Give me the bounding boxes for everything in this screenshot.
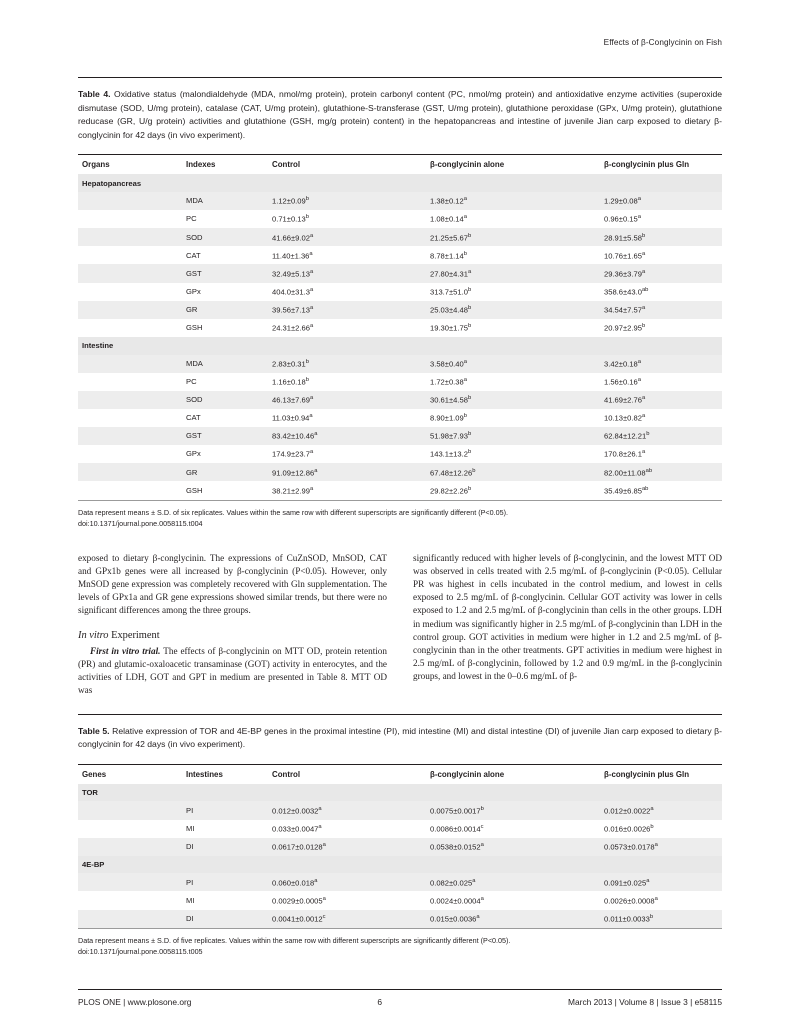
table-cell-alone: 19.30±1.75$^b$	[430, 323, 472, 333]
footer-journal: PLOS ONE | www.plosone.org	[78, 997, 192, 1007]
table-5-col-alone: β-conglycinin alone	[430, 769, 505, 779]
table-row	[78, 283, 722, 301]
table-5-caption-text: Relative expression of TOR and 4E-BP genes in the proximal intestine (PI), mid intestine (MI) and distal intestine (DI) of juvenile Jian carp exposed to dietary β-conglycinin for 42 days (in vivo experiment).	[78, 725, 722, 750]
table-row	[78, 192, 722, 210]
table-group-label: Intestine	[78, 337, 722, 355]
table-cell-spacer	[78, 246, 182, 264]
table-cell-spacer	[78, 409, 182, 427]
section-heading-rest: Experiment	[111, 629, 160, 641]
table-cell-spacer	[78, 445, 182, 463]
table-cell-alone: 1.72±0.38$^a$	[430, 376, 467, 387]
table-cell-control: 1.12±0.09$^b$	[268, 192, 426, 210]
superscript-letter: a	[314, 877, 318, 884]
superscript-letter: a	[309, 250, 313, 257]
table-5-caption	[78, 725, 722, 752]
superscript-letter: a	[637, 376, 641, 383]
table-cell-alone: 8.78±1.14$^b$	[430, 250, 467, 261]
table-cell-spacer	[78, 910, 182, 928]
superscript-letter: b	[641, 323, 646, 330]
superscript-letter: a	[309, 286, 314, 293]
table-cell-gln: 28.91±5.58$^b$	[600, 228, 722, 246]
table-cell-spacer	[78, 463, 182, 481]
table-row	[78, 891, 722, 909]
table-cell-index: GST	[182, 427, 268, 445]
table-4-caption-text: Oxidative status (malondialdehyde (MDA, nmol/mg protein), protein carbonyl content (PC, nmol/mg protein) and antioxidative enzyme activities (superoxide dismutase (SOD, U/mg protein), catalase (CAT, U/mg protein), glutathione-S-transferase (GST, U/mg protein), glutathione peroxidase (GPx, U/mg protein), glutathione reducase (GR, U/g protein) activities and glutathione (GSH, mg/g protein) content) in the hepatopancreas and intestine of juvenile Jian carp exposed to dietary β-conglycinin for 42 days (in vivo experiment).	[78, 89, 723, 140]
table-cell-control: 39.56±7.13$^a$	[268, 301, 426, 319]
table-cell-alone: 0.0538±0.0152$^a$	[426, 838, 600, 856]
superscript-letter: b	[467, 286, 472, 293]
table-cell-alone: 1.38±0.12$^a$	[426, 192, 600, 210]
superscript-letter: a	[314, 467, 318, 474]
table-cell-spacer	[78, 481, 182, 499]
table-cell-alone: 25.03±4.48$^b$	[426, 301, 600, 319]
table-row	[78, 228, 722, 246]
table-cell-gln: 41.69±2.76$^a$	[600, 391, 722, 409]
table-cell-index: MI	[186, 823, 195, 833]
superscript-letter: b	[305, 376, 309, 383]
table-cell-alone: 29.82±2.26$^b$	[430, 485, 472, 496]
table-cell-alone: 0.0086±0.0014$^c$	[430, 823, 484, 834]
table-cell-index: DI	[182, 838, 268, 856]
table-cell-control: 0.0041±0.0012$^c$	[268, 910, 426, 928]
table-row	[78, 481, 722, 499]
paragraph-left-2	[78, 645, 387, 698]
table-row	[78, 838, 722, 856]
table-4-col-gln: β-conglycinin plus Gln	[604, 160, 690, 170]
superscript-letter: a	[309, 395, 314, 402]
superscript-letter: a	[641, 395, 646, 402]
table-cell-spacer	[78, 801, 182, 819]
table-cell-alone: 3.58±0.40$^a$	[426, 355, 600, 373]
table-cell-control: 0.0617±0.0128$^a$	[268, 838, 426, 856]
superscript-letter: b	[305, 214, 309, 221]
table-row	[78, 319, 722, 337]
table-cell-index: PC	[186, 376, 197, 386]
superscript-letter: a	[637, 214, 641, 221]
table-cell-index: PI	[182, 801, 268, 819]
table-cell-gln: 358.6±43.0$^{ab}$	[604, 286, 649, 297]
table-5-col-genes: Genes	[82, 769, 107, 779]
superscript-letter: a	[463, 196, 467, 203]
superscript-letter: b	[641, 232, 646, 239]
table-cell-gln: 10.76±1.65$^a$	[604, 250, 646, 261]
table-cell-spacer	[78, 301, 182, 319]
table-cell-alone: 143.1±13.2$^b$	[430, 449, 472, 460]
superscript-letter: a	[309, 232, 314, 239]
table-cell-index: MDA	[182, 192, 268, 210]
table-cell-alone: 27.80±4.31$^a$	[426, 264, 600, 282]
footer-page-number: 6	[377, 997, 383, 1007]
table-cell-control: 46.13±7.69$^a$	[268, 391, 426, 409]
table-group-row	[78, 174, 722, 192]
table-5-block	[78, 714, 722, 958]
table-5-col-intestines: Intestines	[186, 769, 223, 779]
table-4	[78, 155, 722, 499]
table-cell-control: 2.83±0.31$^b$	[268, 355, 426, 373]
superscript-letter: b	[472, 467, 476, 474]
table-cell-index: PI	[182, 873, 268, 891]
table-cell-alone: 8.90±1.09$^b$	[430, 413, 467, 423]
superscript-letter: b	[463, 413, 467, 420]
superscript-letter: a	[309, 268, 314, 275]
table-group-label: TOR	[78, 784, 722, 802]
superscript-letter: b	[467, 323, 472, 330]
table-row	[78, 801, 722, 819]
superscript-letter: b	[467, 431, 472, 438]
table-5-note	[78, 935, 722, 958]
table-cell-spacer	[78, 391, 182, 409]
table-row	[78, 910, 722, 928]
superscript-letter: c	[322, 913, 326, 920]
table-cell-gln: 0.016±0.0026$^b$	[604, 823, 654, 834]
table-cell-spacer	[78, 820, 182, 838]
body-columns	[78, 552, 722, 698]
table-cell-alone: 51.98±7.93$^b$	[426, 427, 600, 445]
superscript-letter: a	[637, 358, 641, 365]
superscript-letter: a	[463, 376, 467, 383]
table-cell-spacer	[78, 210, 182, 228]
superscript-letter: a	[318, 823, 322, 830]
superscript-letter: b	[467, 232, 472, 239]
section-heading-in-vitro	[78, 629, 387, 642]
superscript-letter: b	[467, 305, 472, 312]
table-5-note-text: Data represent means ± S.D. of five replicates. Values within the same row with different superscripts are significantly different (P<0.05).	[78, 935, 511, 945]
table-5-head	[78, 765, 722, 784]
superscript-letter: b	[467, 395, 472, 402]
table-cell-gln: 35.49±6.85$^{ab}$	[604, 485, 649, 496]
paragraph-right-1: significantly reduced with higher levels of β-conglycinin, and the lowest MTT OD was observed in cells treated with 2.5 mg/mL of β-conglycinin (P<0.05). Cellular PR was highest in cells incubated in the control medium, and lowest in cells exposed to 2.5 mg/mL of β-conglycinin. Cellular GOT activity was lower in cells exposed to 1.2 and 2.5 mg/mL of β-conglycinin than cells in the other groups. LDH in medium was significantly higher in 2.5 mg/mL of β-conglycinin than LDH in the control group. GOT activities in medium were higher in 1.2 and 2.5 mg/mL of β-conglycinin than in the other treatments. GPT activities in medium were highest in 2.5 mg/mL of β-conglycinin, followed by 1.2 and 0.9 mg/mL in the β-conglycinin groups, and lowest in the 0–0.6 mg/mL of β-	[413, 552, 722, 682]
table-cell-control: 24.31±2.66$^a$	[272, 323, 314, 333]
table-4-block	[78, 77, 722, 530]
table-5-doi: doi:10.1371/journal.pone.0058115.t005	[78, 947, 203, 957]
table-cell-spacer	[78, 228, 182, 246]
superscript-letter: a	[322, 841, 326, 848]
superscript-letter: a	[467, 268, 472, 275]
table-cell-gln: 3.42±0.18$^a$	[600, 355, 722, 373]
table-cell-control: 83.42±10.46$^a$	[268, 427, 426, 445]
table-row	[78, 820, 722, 838]
table-group-row	[78, 856, 722, 874]
superscript-letter: a	[641, 250, 646, 257]
superscript-letter: b	[650, 823, 654, 830]
table-row	[78, 301, 722, 319]
table-cell-alone: 0.082±0.025$^a$	[426, 873, 600, 891]
superscript-letter: c	[480, 823, 484, 830]
superscript-letter: b	[646, 431, 650, 438]
table-cell-index: SOD	[182, 228, 268, 246]
superscript-letter: b	[480, 805, 484, 812]
table-4-note-text: Data represent means ± S.D. of six replicates. Values within the same row with different superscripts are significantly different (P<0.05).	[78, 507, 508, 517]
superscript-letter: a	[463, 358, 467, 365]
table-4-col-alone: β-conglycinin alone	[430, 160, 505, 170]
table-cell-alone: 67.48±12.26$^b$	[426, 463, 600, 481]
table-4-col-organs: Organs	[82, 160, 110, 170]
superscript-letter: ab	[645, 467, 653, 474]
table-cell-gln: 0.96±0.15$^a$	[604, 214, 641, 224]
superscript-letter: a	[654, 841, 658, 848]
section-heading-italic: In vitro	[78, 629, 109, 641]
table-4-body	[78, 174, 722, 499]
table-cell-index: GPx	[186, 286, 201, 296]
table-cell-alone: 1.08±0.14$^a$	[430, 214, 467, 224]
superscript-letter: a	[641, 305, 646, 312]
superscript-letter: b	[649, 913, 654, 920]
table-4-number: Table 4.	[78, 89, 111, 99]
table-group-row	[78, 337, 722, 355]
table-cell-gln: 0.091±0.025$^a$	[600, 873, 722, 891]
table-5-number: Table 5.	[78, 725, 110, 736]
table-cell-gln: 0.0573±0.0178$^a$	[600, 838, 722, 856]
superscript-letter: a	[309, 413, 313, 420]
table-cell-control: 41.66±9.02$^a$	[268, 228, 426, 246]
table-cell-spacer	[78, 873, 182, 891]
superscript-letter: a	[641, 449, 646, 456]
table-cell-spacer	[78, 283, 182, 301]
table-cell-gln: 0.012±0.0022$^a$	[600, 801, 722, 819]
paragraph-runin-head: First in vitro trial.	[90, 645, 161, 656]
table-cell-spacer	[78, 838, 182, 856]
table-cell-index: MDA	[182, 355, 268, 373]
table-cell-index: GST	[182, 264, 268, 282]
superscript-letter: ab	[641, 286, 649, 293]
superscript-letter: a	[309, 323, 314, 330]
table-5-bottom-rule	[78, 928, 722, 929]
table-cell-spacer	[78, 427, 182, 445]
superscript-letter: a	[637, 196, 641, 203]
table-cell-control: 174.9±23.7$^a$	[272, 449, 314, 460]
table-row	[78, 427, 722, 445]
table-cell-index: CAT	[186, 413, 201, 423]
page-footer	[78, 989, 722, 1007]
table-cell-spacer	[78, 373, 182, 391]
table-4-bottom-rule	[78, 500, 722, 501]
table-cell-index: MI	[186, 895, 195, 905]
superscript-letter: a	[309, 485, 314, 492]
table-cell-gln: 34.54±7.57$^a$	[600, 301, 722, 319]
table-row	[78, 210, 722, 228]
table-4-note	[78, 507, 722, 530]
superscript-letter: a	[646, 877, 650, 884]
superscript-letter: a	[322, 895, 326, 902]
table-cell-index: GR	[182, 301, 268, 319]
table-cell-control: 0.71±0.13$^b$	[272, 214, 309, 224]
superscript-letter: a	[641, 413, 646, 420]
superscript-letter: ab	[641, 485, 649, 492]
superscript-letter: a	[463, 214, 467, 221]
superscript-letter: a	[318, 805, 322, 812]
superscript-letter: a	[654, 895, 658, 902]
paragraph-left-1: exposed to dietary β-conglycinin. The expressions of CuZnSOD, MnSOD, CAT and GPx1b genes were all increased by β-conglycinin (P<0.05). However, only MnSOD gene expression was completely recovered with Gln supplementation. The levels of GPx1a and GR gene expressions showed similar trends, but there were no significant differences among the three groups.	[78, 552, 387, 616]
superscript-letter: a	[650, 805, 654, 812]
table-cell-gln: 20.97±2.95$^b$	[604, 323, 646, 333]
table-5-col-control: Control	[272, 769, 301, 779]
table-4-col-indexes: Indexes	[186, 160, 216, 170]
table-cell-alone: 313.7±51.0$^b$	[430, 286, 472, 297]
table-cell-control: 0.033±0.0047$^a$	[272, 823, 322, 834]
table-row	[78, 391, 722, 409]
table-cell-control: 0.012±0.0032$^a$	[268, 801, 426, 819]
table-cell-control: 1.16±0.18$^b$	[272, 376, 309, 387]
body-column-right	[413, 552, 722, 698]
table-cell-index: GSH	[186, 323, 203, 333]
table-4-caption	[78, 88, 722, 142]
table-5-header-row	[78, 765, 722, 784]
table-5-col-gln: β-conglycinin plus Gln	[604, 769, 690, 779]
table-row	[78, 873, 722, 891]
superscript-letter: a	[480, 895, 484, 902]
table-cell-spacer	[78, 891, 182, 909]
superscript-letter: a	[480, 841, 484, 848]
table-cell-gln: 0.011±0.0033$^b$	[600, 910, 722, 928]
table-cell-gln: 62.84±12.21$^b$	[600, 427, 722, 445]
table-cell-gln: 29.36±3.79$^a$	[600, 264, 722, 282]
table-group-label: Hepatopancreas	[78, 174, 722, 192]
table-cell-control: 91.09±12.86$^a$	[268, 463, 426, 481]
table-cell-control: 404.0±31.3$^a$	[272, 286, 314, 297]
table-row	[78, 264, 722, 282]
superscript-letter: b	[463, 250, 467, 257]
table-cell-alone: 0.0075±0.0017$^b$	[426, 801, 600, 819]
table-cell-index: PC	[186, 214, 197, 224]
table-cell-index: SOD	[182, 391, 268, 409]
superscript-letter: a	[314, 431, 318, 438]
superscript-letter: b	[305, 196, 309, 203]
table-cell-spacer	[78, 355, 182, 373]
table-cell-gln: 82.00±11.08$^{ab}$	[600, 463, 722, 481]
table-4-header-row	[78, 155, 722, 174]
table-cell-control: 38.21±2.99$^a$	[272, 485, 314, 496]
table-cell-control: 0.060±0.018$^a$	[268, 873, 426, 891]
table-cell-alone: 30.61±4.58$^b$	[426, 391, 600, 409]
superscript-letter: a	[476, 913, 480, 920]
superscript-letter: b	[467, 449, 472, 456]
paragraph-left-2-text: The effects of β-conglycinin on MTT OD, protein retention (PR) and glutamic-oxaloacetic transaminase (GOT) activity in enterocytes, and the activities of LDH, GOT and GPT in medium are presented in Table 8. MTT OD was	[78, 645, 387, 696]
table-cell-gln: 10.13±0.82$^a$	[604, 413, 646, 423]
table-cell-index: DI	[182, 910, 268, 928]
table-4-doi: doi:10.1371/journal.pone.0058115.t004	[78, 519, 203, 529]
table-row	[78, 373, 722, 391]
superscript-letter: b	[467, 485, 472, 492]
running-head: Effects of β-Conglycinin on Fish	[603, 38, 722, 47]
table-cell-control: 32.49±5.13$^a$	[268, 264, 426, 282]
table-cell-gln: 1.29±0.08$^a$	[600, 192, 722, 210]
table-cell-gln: 170.8±26.1$^a$	[604, 449, 646, 460]
superscript-letter: a	[472, 877, 476, 884]
table-cell-spacer	[78, 319, 182, 337]
table-cell-control: 0.0029±0.0005$^a$	[272, 895, 326, 906]
table-row	[78, 445, 722, 463]
table-cell-spacer	[78, 192, 182, 210]
table-cell-spacer	[78, 264, 182, 282]
table-cell-control: 11.03±0.94$^a$	[272, 413, 313, 423]
superscript-letter: a	[309, 449, 314, 456]
table-row	[78, 246, 722, 264]
superscript-letter: b	[305, 358, 309, 365]
table-group-label: 4E-BP	[78, 856, 722, 874]
table-cell-gln: 1.56±0.16$^a$	[604, 376, 641, 387]
table-cell-index: GPx	[186, 449, 201, 459]
footer-issue: March 2013 | Volume 8 | Issue 3 | e58115	[568, 997, 722, 1007]
table-row	[78, 409, 722, 427]
table-cell-index: GSH	[186, 485, 203, 495]
superscript-letter: a	[641, 268, 646, 275]
table-5-body	[78, 784, 722, 928]
table-cell-alone: 0.0024±0.0004$^a$	[430, 895, 484, 906]
table-5	[78, 765, 722, 928]
table-cell-index: CAT	[186, 250, 201, 260]
table-cell-index: GR	[182, 463, 268, 481]
table-cell-gln: 0.0026±0.0008$^a$	[604, 895, 658, 906]
table-cell-alone: 0.015±0.0036$^a$	[426, 910, 600, 928]
body-column-left	[78, 552, 387, 698]
table-cell-control: 11.40±1.36$^a$	[272, 250, 313, 261]
table-row	[78, 463, 722, 481]
superscript-letter: a	[309, 305, 314, 312]
table-cell-alone: 21.25±5.67$^b$	[426, 228, 600, 246]
table-row	[78, 355, 722, 373]
table-4-head	[78, 155, 722, 174]
table-4-col-control: Control	[272, 160, 301, 170]
table-group-row	[78, 784, 722, 802]
